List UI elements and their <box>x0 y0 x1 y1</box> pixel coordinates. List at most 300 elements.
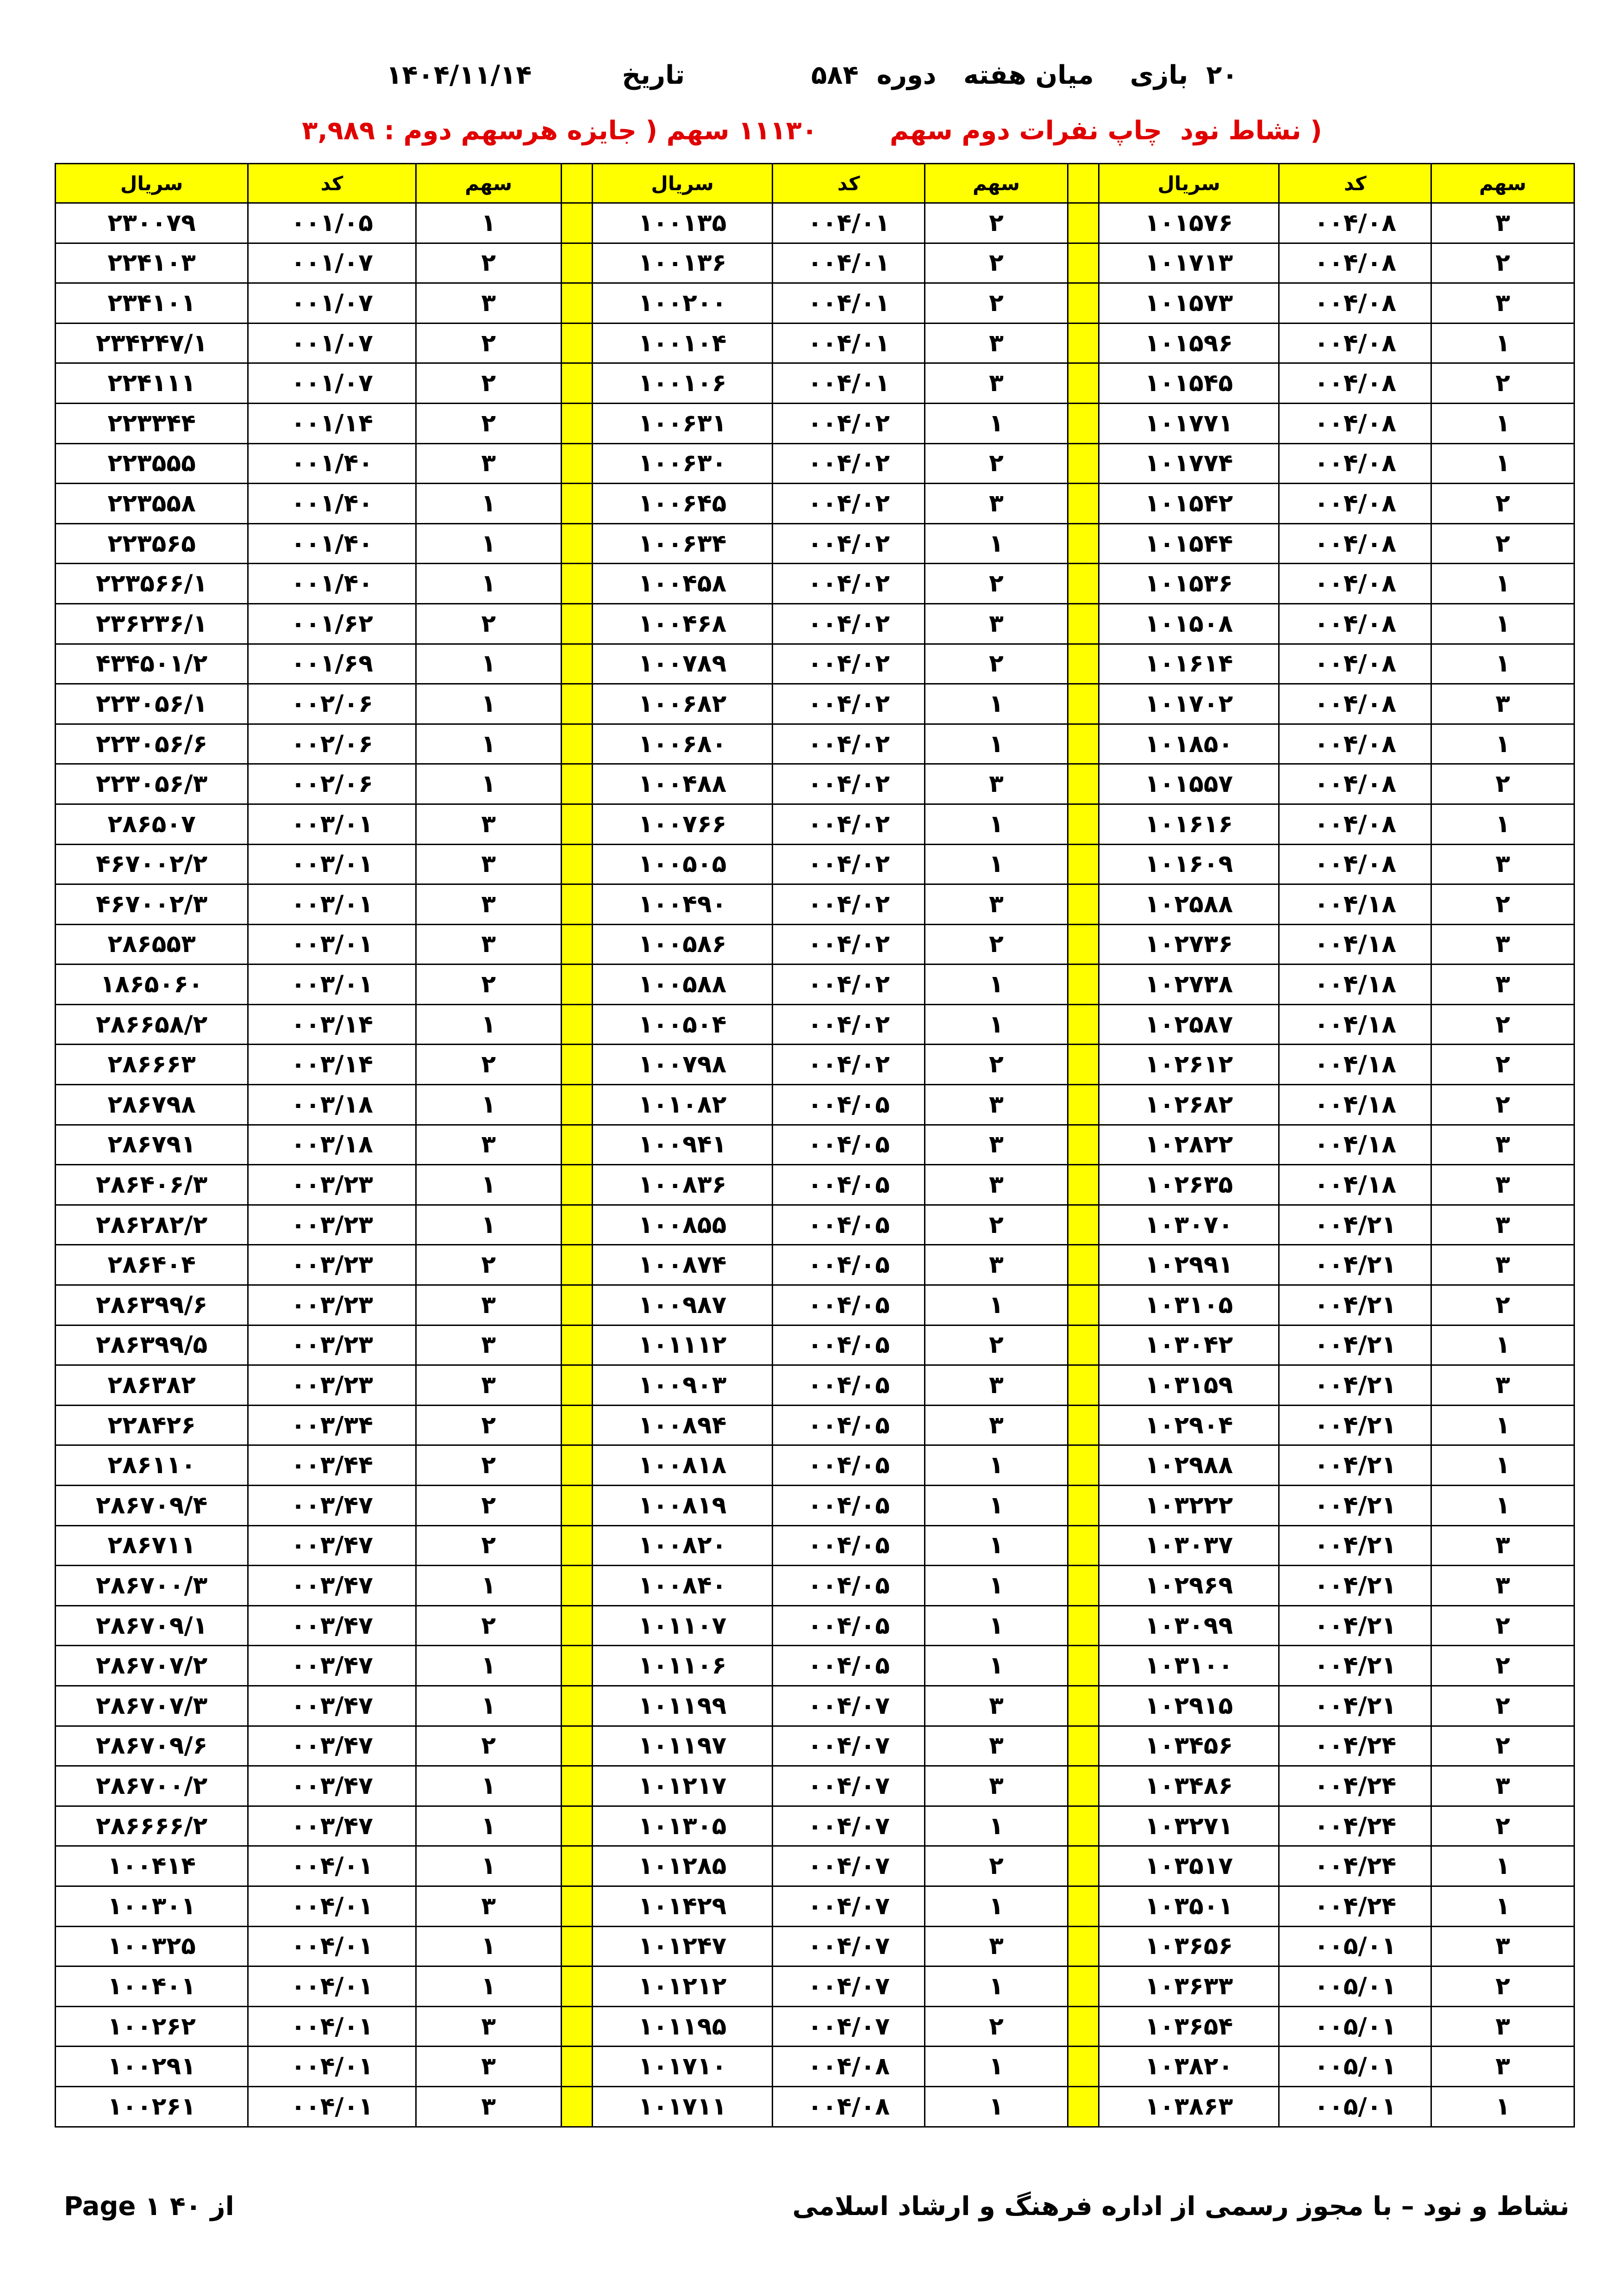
cell-code: ۰۰۴/۰۷ <box>773 1686 925 1726</box>
column-separator <box>1068 1806 1099 1846</box>
cell-serial: ۲۲۳۳۴۴ <box>56 403 248 443</box>
cell-share: ۳ <box>416 2047 561 2087</box>
cell-code: ۰۰۴/۰۲ <box>773 403 925 443</box>
cell-share: ۲ <box>416 1045 561 1085</box>
column-separator <box>1068 164 1099 203</box>
table-row <box>56 804 1574 844</box>
cell-share: ۳ <box>1431 1566 1574 1606</box>
column-separator <box>561 1125 592 1165</box>
cell-serial: ۱۰۰۶۳۰ <box>592 443 772 484</box>
cell-code: ۰۰۲/۰۶ <box>248 684 416 724</box>
cell-serial: ۱۰۱۱۹۷ <box>592 1726 772 1766</box>
cell-share: ۳ <box>925 884 1068 925</box>
table-row <box>56 1045 1574 1085</box>
table-row <box>56 2086 1574 2127</box>
winners-table <box>55 163 1575 2128</box>
cell-serial: ۱۰۲۸۲۲ <box>1099 1125 1279 1165</box>
cell-code: ۰۰۴/۰۵ <box>773 1165 925 1205</box>
cell-serial: ۱۰۱۱۹۹ <box>592 1686 772 1726</box>
column-separator <box>1068 323 1099 363</box>
column-separator <box>1068 1966 1099 2007</box>
cell-code: ۰۰۴/۰۲ <box>773 564 925 604</box>
column-separator <box>1068 1846 1099 1886</box>
cell-share: ۱ <box>416 1966 561 2007</box>
cell-code: ۰۰۲/۰۶ <box>248 764 416 804</box>
col-header-share: سهم <box>925 164 1068 203</box>
cell-code: ۰۰۴/۰۲ <box>773 523 925 564</box>
cell-code: ۰۰۳/۲۳ <box>248 1325 416 1365</box>
col-header-code: کد <box>1279 164 1431 203</box>
cell-serial: ۱۰۰۵۸۸ <box>592 964 772 1005</box>
column-separator <box>1068 884 1099 925</box>
cell-share: ۳ <box>416 804 561 844</box>
cell-share: ۱ <box>925 1525 1068 1566</box>
cell-share: ۱ <box>416 1646 561 1686</box>
cell-code: ۰۰۴/۰۵ <box>773 1405 925 1445</box>
column-separator <box>561 1365 592 1406</box>
table-row <box>56 564 1574 604</box>
cell-serial: ۱۰۰۹۰۳ <box>592 1365 772 1406</box>
table-row <box>56 1205 1574 1245</box>
cell-code: ۰۰۴/۰۲ <box>773 644 925 684</box>
table-row <box>56 884 1574 925</box>
cell-code: ۰۰۵/۰۱ <box>1279 2047 1431 2087</box>
cell-serial: ۱۰۰۷۶۶ <box>592 804 772 844</box>
cell-share: ۲ <box>925 2006 1068 2047</box>
cell-serial: ۱۰۰۶۸۲ <box>592 684 772 724</box>
column-separator <box>561 1806 592 1846</box>
cell-code: ۰۰۳/۲۳ <box>248 1365 416 1406</box>
cell-serial: ۱۰۲۹۱۵ <box>1099 1686 1279 1726</box>
cell-code: ۰۰۴/۲۱ <box>1279 1285 1431 1325</box>
cell-serial: ۱۰۱۴۲۹ <box>592 1886 772 1926</box>
cell-code: ۰۰۵/۰۱ <box>1279 2006 1431 2047</box>
table-row <box>56 2006 1574 2047</box>
column-separator <box>1068 363 1099 404</box>
cell-serial: ۱۰۰۳۰۱ <box>56 1886 248 1926</box>
cell-serial: ۲۸۶۷۰۹/۴ <box>56 1486 248 1526</box>
cell-serial: ۱۰۰۴۶۸ <box>592 604 772 644</box>
column-separator <box>561 403 592 443</box>
table-row <box>56 924 1574 964</box>
cell-serial: ۲۲۴۱۰۳ <box>56 243 248 283</box>
cell-serial: ۱۰۰۲۹۱ <box>56 2047 248 2087</box>
cell-code: ۰۰۳/۱۸ <box>248 1085 416 1125</box>
column-separator <box>561 243 592 283</box>
cell-code: ۰۰۴/۱۸ <box>1279 1004 1431 1045</box>
cell-serial: ۱۰۱۵۵۷ <box>1099 764 1279 804</box>
cell-share: ۳ <box>416 1886 561 1926</box>
cell-code: ۰۰۵/۰۱ <box>1279 1926 1431 1966</box>
cell-serial: ۲۸۶۷۰۰/۲ <box>56 1766 248 1806</box>
table-row <box>56 443 1574 484</box>
cell-code: ۰۰۴/۰۷ <box>773 1726 925 1766</box>
cell-serial: ۱۰۱۷۱۳ <box>1099 243 1279 283</box>
cell-serial: ۱۰۱۵۷۳ <box>1099 283 1279 324</box>
cell-code: ۰۰۴/۰۱ <box>773 363 925 404</box>
cell-code: ۰۰۳/۰۱ <box>248 844 416 884</box>
cell-code: ۰۰۴/۰۵ <box>773 1125 925 1165</box>
column-separator <box>561 604 592 644</box>
table-row <box>56 644 1574 684</box>
cell-code: ۰۰۱/۴۰ <box>248 443 416 484</box>
cell-serial: ۱۰۰۸۲۰ <box>592 1525 772 1566</box>
cell-share: ۱ <box>925 2086 1068 2127</box>
cell-code: ۰۰۳/۴۷ <box>248 1605 416 1646</box>
column-separator <box>561 1566 592 1606</box>
cell-serial: ۲۸۶۴۰۴ <box>56 1245 248 1285</box>
cell-serial: ۱۰۱۸۵۰ <box>1099 724 1279 764</box>
column-separator <box>561 1966 592 2007</box>
cell-code: ۰۰۳/۴۷ <box>248 1525 416 1566</box>
table-row <box>56 203 1574 243</box>
cell-share: ۳ <box>925 1245 1068 1285</box>
cell-share: ۲ <box>1431 884 1574 925</box>
cell-share: ۲ <box>416 363 561 404</box>
column-separator <box>1068 844 1099 884</box>
cell-serial: ۱۰۳۶۵۶ <box>1099 1926 1279 1966</box>
cell-serial: ۱۰۱۶۱۶ <box>1099 804 1279 844</box>
table-row <box>56 844 1574 884</box>
cell-share: ۳ <box>925 363 1068 404</box>
cell-code: ۰۰۴/۲۱ <box>1279 1245 1431 1285</box>
cell-code: ۰۰۱/۱۴ <box>248 403 416 443</box>
cell-serial: ۱۰۰۲۰۰ <box>592 283 772 324</box>
cell-code: ۰۰۴/۰۵ <box>773 1646 925 1686</box>
cell-code: ۰۰۱/۴۰ <box>248 484 416 524</box>
cell-share: ۳ <box>1431 1165 1574 1205</box>
cell-share: ۲ <box>925 1045 1068 1085</box>
cell-code: ۰۰۴/۰۵ <box>773 1325 925 1365</box>
column-separator <box>1068 1285 1099 1325</box>
cell-serial: ۱۸۶۵۰۶۰ <box>56 964 248 1005</box>
cell-code: ۰۰۴/۰۷ <box>773 1926 925 1966</box>
cell-code: ۰۰۴/۰۲ <box>773 964 925 1005</box>
cell-serial: ۱۰۳۰۳۷ <box>1099 1525 1279 1566</box>
cell-serial: ۱۰۰۸۷۴ <box>592 1245 772 1285</box>
column-separator <box>1068 1405 1099 1445</box>
col-header-code: کد <box>773 164 925 203</box>
cell-serial: ۱۰۰۴۵۸ <box>592 564 772 604</box>
cell-share: ۱ <box>1431 644 1574 684</box>
cell-share: ۳ <box>925 1726 1068 1766</box>
cell-share: ۲ <box>1431 1045 1574 1085</box>
column-separator <box>561 164 592 203</box>
cell-share: ۲ <box>416 1445 561 1486</box>
cell-code: ۰۰۳/۱۴ <box>248 1004 416 1045</box>
cell-serial: ۱۰۳۸۲۰ <box>1099 2047 1279 2087</box>
cell-serial: ۱۰۱۵۴۲ <box>1099 484 1279 524</box>
cell-share: ۲ <box>925 283 1068 324</box>
cell-code: ۰۰۴/۰۵ <box>773 1525 925 1566</box>
column-separator <box>561 564 592 604</box>
column-separator <box>561 363 592 404</box>
column-separator <box>561 1686 592 1726</box>
cell-serial: ۱۰۱۱۱۲ <box>592 1325 772 1365</box>
cell-serial: ۱۰۱۳۰۵ <box>592 1806 772 1846</box>
cell-code: ۰۰۴/۲۴ <box>1279 1846 1431 1886</box>
cell-serial: ۲۸۶۷۱۱ <box>56 1525 248 1566</box>
cell-serial: ۱۰۱۲۸۵ <box>592 1846 772 1886</box>
cell-share: ۲ <box>416 604 561 644</box>
cell-serial: ۱۰۱۷۷۱ <box>1099 403 1279 443</box>
column-separator <box>1068 644 1099 684</box>
cell-share: ۱ <box>925 403 1068 443</box>
cell-serial: ۱۰۱۵۹۶ <box>1099 323 1279 363</box>
cell-serial: ۱۰۲۵۸۸ <box>1099 884 1279 925</box>
column-separator <box>561 323 592 363</box>
cell-serial: ۱۰۲۶۱۲ <box>1099 1045 1279 1085</box>
cell-code: ۰۰۴/۰۲ <box>773 884 925 925</box>
table-row <box>56 323 1574 363</box>
cell-code: ۰۰۵/۰۱ <box>1279 2086 1431 2127</box>
cell-share: ۱ <box>925 844 1068 884</box>
cell-code: ۰۰۴/۰۷ <box>773 1966 925 2007</box>
cell-serial: ۱۰۱۵۳۶ <box>1099 564 1279 604</box>
footer-license-note: نشاط و نود – با مجوز رسمی از اداره فرهنگ و ارشاد اسلامی <box>792 2191 1569 2221</box>
cell-share: ۳ <box>1431 283 1574 324</box>
cell-share: ۲ <box>416 1245 561 1285</box>
table-row <box>56 1966 1574 2007</box>
prize-summary: ( نشاط نود چاپ نفرات دوم سهم ۱۱۱۳۰ سهم ( جایزه هرسهم دوم : ۳,۹۸۹ <box>302 116 1322 146</box>
table-row <box>56 764 1574 804</box>
cell-share: ۱ <box>416 764 561 804</box>
column-separator <box>561 1045 592 1085</box>
column-separator <box>561 1245 592 1285</box>
cell-code: ۰۰۴/۰۸ <box>1279 764 1431 804</box>
cell-share: ۲ <box>416 1525 561 1566</box>
column-separator <box>561 804 592 844</box>
cell-share: ۱ <box>416 523 561 564</box>
table-row <box>56 1766 1574 1806</box>
cell-serial: ۲۸۶۲۸۲/۲ <box>56 1205 248 1245</box>
column-separator <box>561 203 592 243</box>
cell-serial: ۱۰۰۶۳۱ <box>592 403 772 443</box>
column-separator <box>561 1165 592 1205</box>
cell-share: ۳ <box>1431 1365 1574 1406</box>
cell-code: ۰۰۱/۶۹ <box>248 644 416 684</box>
column-separator <box>561 1766 592 1806</box>
cell-serial: ۴۳۴۵۰۱/۲ <box>56 644 248 684</box>
cell-code: ۰۰۳/۴۷ <box>248 1766 416 1806</box>
cell-serial: ۱۰۰۵۸۶ <box>592 924 772 964</box>
cell-serial: ۱۰۰۳۲۵ <box>56 1926 248 1966</box>
cell-code: ۰۰۴/۲۱ <box>1279 1605 1431 1646</box>
cell-code: ۰۰۳/۰۱ <box>248 884 416 925</box>
cell-code: ۰۰۳/۲۳ <box>248 1205 416 1245</box>
table-row <box>56 1004 1574 1045</box>
cell-serial: ۱۰۲۷۳۸ <box>1099 964 1279 1005</box>
cell-code: ۰۰۴/۲۱ <box>1279 1486 1431 1526</box>
cell-serial: ۱۰۳۱۵۹ <box>1099 1365 1279 1406</box>
cell-code: ۰۰۴/۰۱ <box>248 1846 416 1886</box>
cell-code: ۰۰۵/۰۱ <box>1279 1966 1431 2007</box>
cell-code: ۰۰۴/۱۸ <box>1279 1165 1431 1205</box>
table-row <box>56 1605 1574 1646</box>
cell-code: ۰۰۴/۰۵ <box>773 1245 925 1285</box>
cell-share: ۱ <box>925 684 1068 724</box>
cell-share: ۱ <box>1431 2086 1574 2127</box>
table-header-row <box>56 164 1574 203</box>
cell-code: ۰۰۴/۰۸ <box>1279 844 1431 884</box>
cell-serial: ۲۸۶۷۰۹/۱ <box>56 1605 248 1646</box>
cell-serial: ۱۰۰۴۸۸ <box>592 764 772 804</box>
cell-share: ۱ <box>925 1566 1068 1606</box>
cell-share: ۱ <box>416 724 561 764</box>
cell-share: ۳ <box>416 884 561 925</box>
cell-code: ۰۰۴/۰۵ <box>773 1365 925 1406</box>
table-row <box>56 1566 1574 1606</box>
col-header-serial: سریال <box>1099 164 1279 203</box>
column-separator <box>1068 523 1099 564</box>
cell-code: ۰۰۴/۰۷ <box>773 1766 925 1806</box>
cell-serial: ۲۸۶۶۵۸/۲ <box>56 1004 248 1045</box>
cell-share: ۳ <box>1431 1245 1574 1285</box>
col-header-share: سهم <box>416 164 561 203</box>
column-separator <box>561 1646 592 1686</box>
table-row <box>56 1486 1574 1526</box>
column-separator <box>561 1605 592 1646</box>
cell-serial: ۱۰۰۲۶۱ <box>56 2086 248 2127</box>
cell-share: ۱ <box>416 684 561 724</box>
cell-share: ۱ <box>925 1886 1068 1926</box>
cell-serial: ۱۰۲۶۳۵ <box>1099 1165 1279 1205</box>
cell-code: ۰۰۱/۴۰ <box>248 523 416 564</box>
cell-code: ۰۰۴/۲۴ <box>1279 1766 1431 1806</box>
cell-code: ۰۰۴/۰۸ <box>1279 283 1431 324</box>
cell-share: ۲ <box>925 1846 1068 1886</box>
column-separator <box>561 1285 592 1325</box>
column-separator <box>1068 1325 1099 1365</box>
cell-serial: ۲۸۶۳۹۹/۵ <box>56 1325 248 1365</box>
cell-code: ۰۰۴/۲۱ <box>1279 1525 1431 1566</box>
cell-share: ۱ <box>925 964 1068 1005</box>
cell-serial: ۱۰۳۸۶۳ <box>1099 2086 1279 2127</box>
cell-code: ۰۰۴/۰۸ <box>1279 523 1431 564</box>
table-row <box>56 403 1574 443</box>
cell-serial: ۱۰۰۸۳۶ <box>592 1165 772 1205</box>
cell-code: ۰۰۱/۰۷ <box>248 283 416 324</box>
cell-share: ۲ <box>925 1325 1068 1365</box>
table-row <box>56 1646 1574 1686</box>
table-row <box>56 1325 1574 1365</box>
cell-serial: ۱۰۱۲۱۲ <box>592 1966 772 2007</box>
column-separator <box>1068 1165 1099 1205</box>
cell-serial: ۱۰۰۸۹۴ <box>592 1405 772 1445</box>
cell-serial: ۱۰۱۵۷۶ <box>1099 203 1279 243</box>
column-separator <box>1068 1926 1099 1966</box>
column-separator <box>1068 564 1099 604</box>
cell-share: ۳ <box>925 1405 1068 1445</box>
column-separator <box>1068 2047 1099 2087</box>
cell-serial: ۱۰۰۸۴۰ <box>592 1566 772 1606</box>
cell-code: ۰۰۴/۰۸ <box>1279 564 1431 604</box>
cell-share: ۲ <box>925 443 1068 484</box>
cell-share: ۱ <box>1431 804 1574 844</box>
cell-share: ۳ <box>1431 844 1574 884</box>
column-separator <box>561 2086 592 2127</box>
cell-share: ۱ <box>1431 1846 1574 1886</box>
column-separator <box>561 1525 592 1566</box>
cell-code: ۰۰۴/۰۲ <box>773 443 925 484</box>
cell-serial: ۱۰۰۷۸۹ <box>592 644 772 684</box>
cell-share: ۲ <box>925 203 1068 243</box>
cell-serial: ۴۶۷۰۰۲/۳ <box>56 884 248 925</box>
cell-serial: ۱۰۳۶۵۴ <box>1099 2006 1279 2047</box>
cell-code: ۰۰۴/۰۷ <box>773 1886 925 1926</box>
cell-code: ۰۰۴/۰۵ <box>773 1486 925 1526</box>
cell-share: ۲ <box>1431 764 1574 804</box>
cell-share: ۳ <box>416 283 561 324</box>
table-row <box>56 1846 1574 1886</box>
cell-code: ۰۰۴/۰۸ <box>773 2086 925 2127</box>
cell-code: ۰۰۴/۲۱ <box>1279 1205 1431 1245</box>
column-separator <box>561 1726 592 1766</box>
cell-share: ۲ <box>925 243 1068 283</box>
table-row <box>56 1726 1574 1766</box>
cell-serial: ۱۰۳۲۷۱ <box>1099 1806 1279 1846</box>
cell-share: ۲ <box>416 323 561 363</box>
table-row <box>56 1686 1574 1726</box>
cell-code: ۰۰۴/۲۱ <box>1279 1646 1431 1686</box>
cell-code: ۰۰۴/۱۸ <box>1279 964 1431 1005</box>
cell-share: ۱ <box>925 1966 1068 2007</box>
cell-share: ۱ <box>416 1686 561 1726</box>
column-separator <box>1068 1205 1099 1245</box>
cell-share: ۲ <box>1431 1686 1574 1726</box>
column-separator <box>561 1926 592 1966</box>
cell-serial: ۱۰۱۱۰۶ <box>592 1646 772 1686</box>
cell-code: ۰۰۴/۰۸ <box>773 2047 925 2087</box>
cell-code: ۰۰۱/۰۷ <box>248 243 416 283</box>
cell-share: ۲ <box>1431 1646 1574 1686</box>
cell-code: ۰۰۴/۰۸ <box>1279 243 1431 283</box>
table-row <box>56 1806 1574 1846</box>
cell-serial: ۱۰۰۶۸۰ <box>592 724 772 764</box>
cell-share: ۳ <box>1431 1205 1574 1245</box>
cell-code: ۰۰۱/۰۵ <box>248 203 416 243</box>
cell-code: ۰۰۳/۰۱ <box>248 804 416 844</box>
cell-serial: ۱۰۳۴۸۶ <box>1099 1766 1279 1806</box>
cell-share: ۱ <box>416 1566 561 1606</box>
cell-share: ۳ <box>1431 684 1574 724</box>
cell-serial: ۱۰۰۱۰۶ <box>592 363 772 404</box>
cell-code: ۰۰۴/۲۱ <box>1279 1405 1431 1445</box>
cell-code: ۰۰۴/۰۲ <box>773 604 925 644</box>
column-separator <box>561 964 592 1005</box>
cell-serial: ۲۸۶۷۹۸ <box>56 1085 248 1125</box>
cell-serial: ۲۸۶۵۰۷ <box>56 804 248 844</box>
cell-share: ۳ <box>925 1085 1068 1125</box>
cell-code: ۰۰۱/۴۰ <box>248 564 416 604</box>
cell-share: ۲ <box>925 924 1068 964</box>
cell-share: ۳ <box>1431 1926 1574 1966</box>
table-row <box>56 1125 1574 1165</box>
cell-serial: ۱۰۱۷۱۰ <box>592 2047 772 2087</box>
table-row <box>56 1445 1574 1486</box>
column-separator <box>1068 1646 1099 1686</box>
cell-share: ۳ <box>925 484 1068 524</box>
cell-serial: ۲۸۶۶۶۳ <box>56 1045 248 1085</box>
cell-code: ۰۰۳/۴۷ <box>248 1486 416 1526</box>
cell-serial: ۱۰۲۷۳۶ <box>1099 924 1279 964</box>
cell-share: ۱ <box>1431 564 1574 604</box>
cell-share: ۳ <box>925 323 1068 363</box>
col-header-serial: سریال <box>56 164 248 203</box>
cell-code: ۰۰۴/۰۷ <box>773 1846 925 1886</box>
cell-share: ۱ <box>416 203 561 243</box>
column-separator <box>561 1886 592 1926</box>
